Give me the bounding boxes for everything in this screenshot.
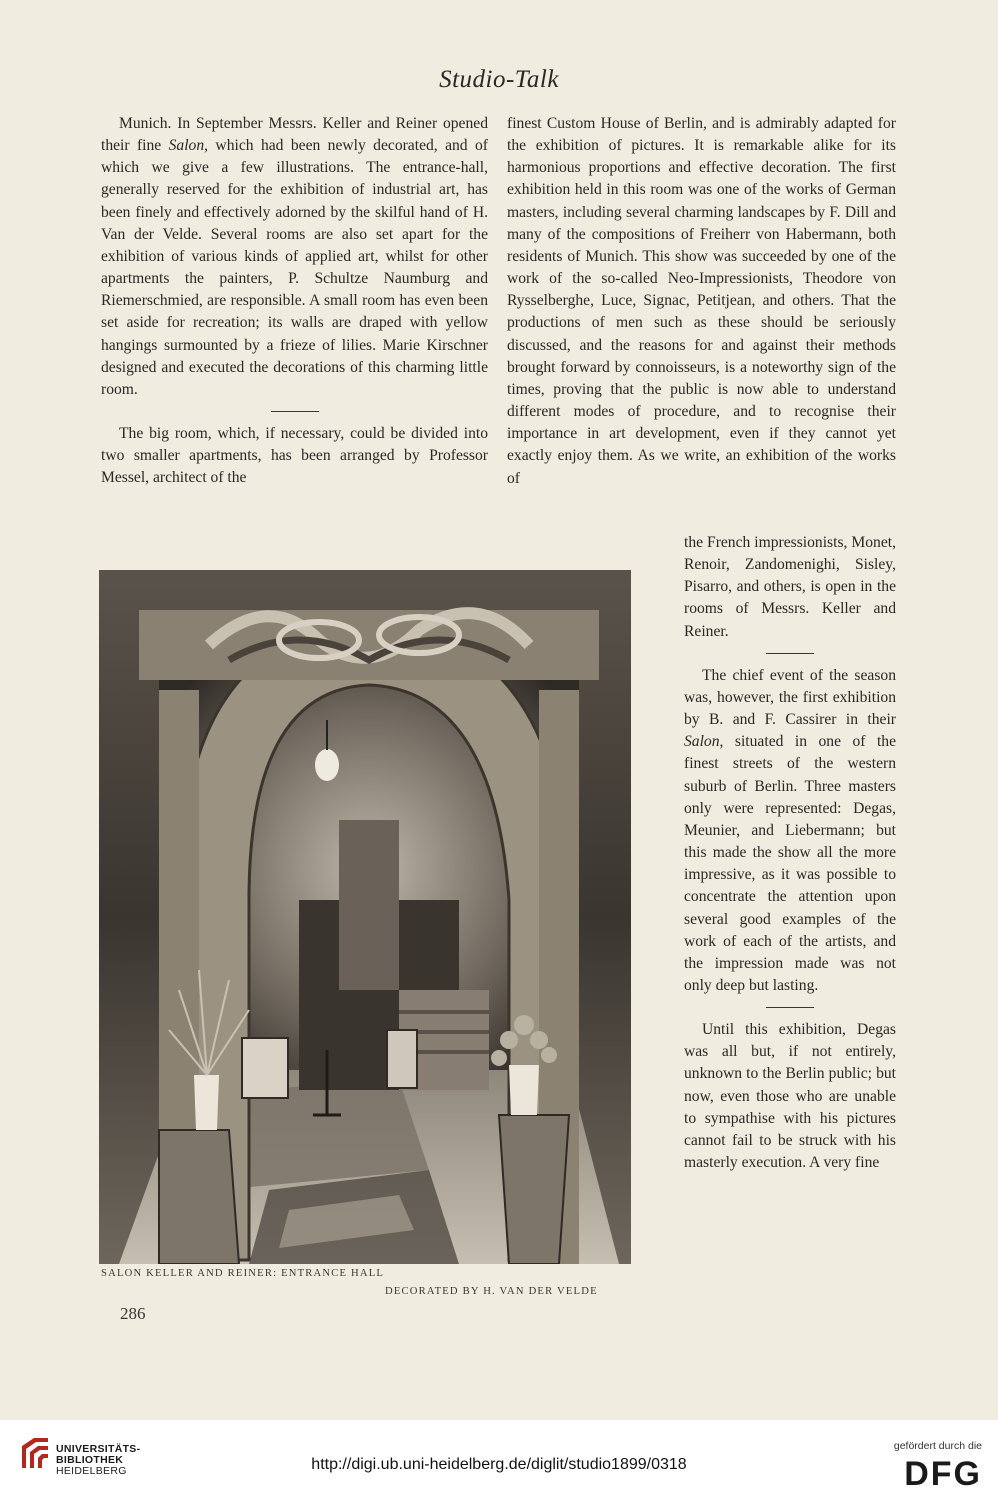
section-divider bbox=[271, 411, 319, 412]
right-paragraph-1: finest Custom House of Berlin, and is admirably adapted for the exhibition of pictures. It is remarkable alike for its harmonious proportions and effective decoration. The first exhibition held in this room was one of the works of German masters, including several charming landscapes by F. Dill and many of the compositions of Freiherr von Habermann, both residents of Munich. This show was succeeded by one of the work of the so-called Neo-Impressionists, Theodore von Rysselberghe, Luce, Signac, Petitjean, and others. That the productions of men such as these should be seriously discussed, and the reasons for and against their methods brought forward by connoisseurs, is a noteworthy sign of the times, proving that the public is now able to understand different modes of procedure, and to recognise their importance in art development, even if they cannot yet exactly enjoy them. As we write, an exhibition of the works of bbox=[507, 115, 896, 487]
left-paragraph-1: Munich. In September Messrs. Keller and Reiner opened their fine Salon, which had been newly decorated, and of which we give a few illustrations. The entrance-hall, generally reserved for the exhibition of industrial art, has been finely and effectively adorned by the skilful hand of H. Van der Velde. Several rooms are also set apart for the exhibition of various kinds of applied art, whilst for other apartments the painters, P. Schultze Naumburg and Riemerschmied, are responsible. A small room has even been set aside for recreation; its walls are draped with yellow hangings surmounted by a frieze of lilies. Marie Kirschner designed and executed the decorations of this charming little room. bbox=[101, 115, 488, 398]
page-number: 286 bbox=[120, 1304, 146, 1323]
library-name: UNIVERSITÄTS- BIBLIOTHEK HEIDELBERG bbox=[56, 1443, 141, 1477]
left-paragraph-2: The big room, which, if necessary, could be divided into two smaller apartments, has been arranged by Professor Messel, architect of the bbox=[101, 425, 488, 487]
narrow-column bbox=[684, 532, 896, 1174]
section-divider bbox=[766, 653, 814, 654]
entrance-hall-photograph bbox=[99, 570, 631, 1264]
funded-by-label: gefördert durch die bbox=[893, 1440, 982, 1452]
permalink-url[interactable]: http://digi.ub.uni-heidelberg.de/diglit/studio1899/0318 bbox=[311, 1456, 687, 1473]
right-column bbox=[507, 113, 896, 490]
running-head: Studio-Talk bbox=[439, 66, 559, 93]
right-paragraph-3: Until this exhibition, Degas was all but, if not entirely, unknown to the Berlin public; but now, even those who are unable to sympathise with his pictures cannot fail to be struck with his masterly execution. A very fine bbox=[684, 1021, 896, 1172]
left-column bbox=[101, 113, 488, 490]
section-divider bbox=[766, 1007, 814, 1008]
photo-caption-line-2: DECORATED BY H. VAN DER VELDE bbox=[385, 1286, 598, 1297]
digitization-footer bbox=[0, 1420, 998, 1503]
photo-caption-line-1: SALON KELLER AND REINER: ENTRANCE HALL bbox=[101, 1268, 385, 1279]
right-paragraph-1-continued: the French impressionists, Monet, Renoir, Zandomenighi, Sisley, Pisarro, and others, is open in the rooms of Messrs. Keller and Reiner. bbox=[684, 534, 896, 640]
right-paragraph-2: The chief event of the season was, however, the first exhibition by B. and F. Cassirer in their Salon, situated in one of the finest streets of the western suburb of Berlin. Three masters only were represented: Degas, Meunier, and Liebermann; but this made the show all the more impressive, as it was possible to concentrate the attention upon several good examples of the work of each of the artists, and the impression made was not only deep but lasting. bbox=[684, 666, 896, 994]
dfg-logo: DFG bbox=[904, 1455, 982, 1493]
